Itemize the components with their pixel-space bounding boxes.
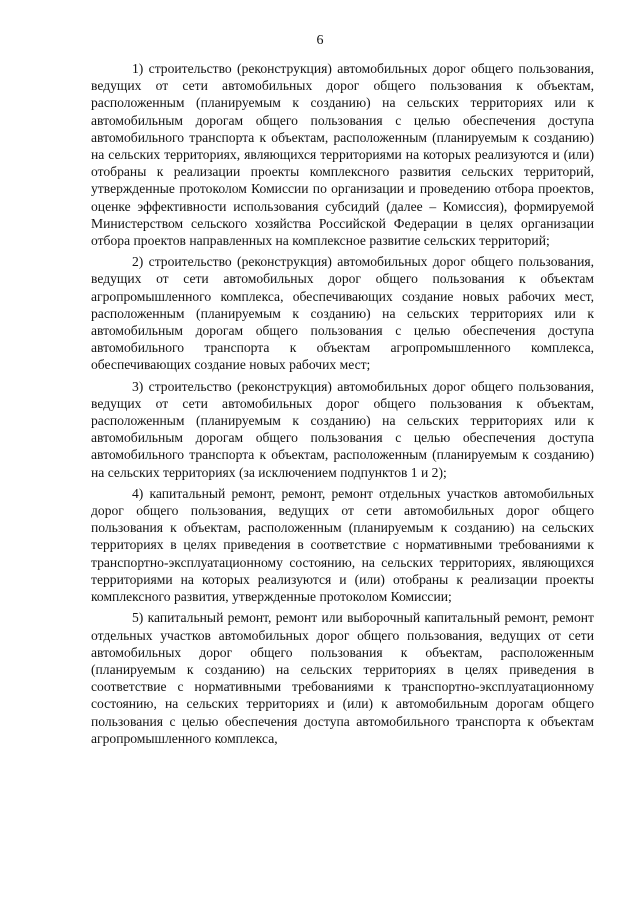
- paragraph-item-5: 5) капитальный ремонт, ремонт или выборочный капитальный ремонт, ремонт отдельных участков автомобильных дорог общего пользования, ведущих от сети автомобильных дорог общего пользования к объектам, расположенным (планируемым к созданию) на сельских территориях в целях приведения в соответствие с нормативными требованиями к транспортно-эксплуатационному состоянию, на сельских территориях и (или) к автомобильным дорогам общего пользования с целью обеспечения доступа автомобильного транспорта к объектам агропромышленного комплекса,: [91, 610, 594, 746]
- paragraph-item-4: 4) капитальный ремонт, ремонт, ремонт отдельных участков автомобильных дорог общего пользования, ведущих от сети автомобильных дорог общего пользования к объектам, расположенным (планируемым к созданию) на сельских территориях в целях приведения в соответствие с нормативными требованиями к транспортно-эксплуатационному состоянию, на сельских территориях, являющихся территориями на которых реализуются и (или) отобраны к реализации проекты комплексного развития, утвержденные протоколом Комиссии;: [91, 485, 594, 605]
- page-number: 6: [316, 33, 324, 48]
- paragraph-item-2: 2) строительство (реконструкция) автомобильных дорог общего пользования, ведущих от сети автомобильных дорог общего пользования к объектам агропромышленного комплекса, обеспечивающих создание новых рабочих мест, расположенным (планируемым к созданию) на сельских территориях или к автомобильным дорогам общего пользования с целью обеспечения доступа автомобильного транспорта к объектам агропромышленного комплекса, обеспечивающих создание новых рабочих мест;: [91, 254, 594, 373]
- paragraph-item-1: 1) строительство (реконструкция) автомобильных дорог общего пользования, ведущих от сети автомобильных дорог общего пользования к объектам, расположенным (планируемым к созданию) на сельских территориях или к автомобильным дорогам общего пользования с целью обеспечения доступа автомобильного транспорта к объектам, расположенным (планируемым к созданию) на сельских территориях, являющихся территориями на которых реализуются и (или) отобраны к реализации проекты комплексного развития сельских территорий, утвержденные протоколом Комиссии по организации и проведению отбора проектов, оценке эффективности использования субсидий (далее – Комиссия), формируемой Министерством сельского хозяйства Российской Федерации в целях организации отбора проектов направленных на комплексное развитие сельских территорий;: [91, 61, 594, 249]
- document-body: [91, 60, 594, 751]
- paragraph-item-3: 3) строительство (реконструкция) автомобильных дорог общего пользования, ведущих от сети автомобильных дорог общего пользования к объектам, расположенным (планируемым к созданию) на сельских территориях или к автомобильным дорогам общего пользования с целью обеспечения доступа автомобильного транспорта к объектам, расположенным (планируемым к созданию) на сельских территориях (за исключением подпунктов 1 и 2);: [91, 378, 594, 480]
